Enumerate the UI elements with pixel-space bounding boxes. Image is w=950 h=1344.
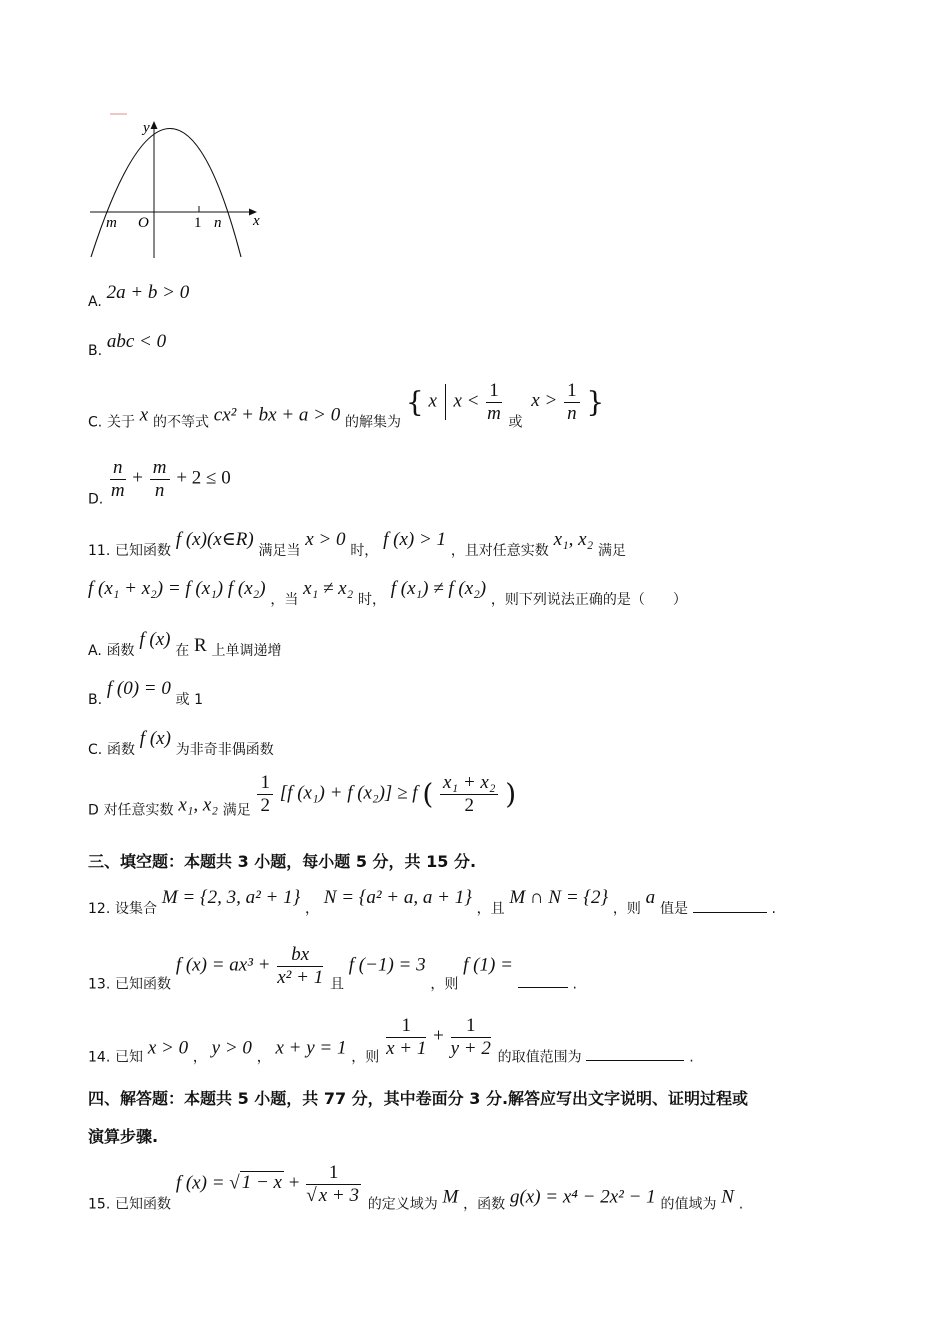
denominator: n — [567, 402, 577, 424]
text: 已知函数 — [115, 976, 172, 993]
math-expression: y > 0 — [211, 1037, 252, 1059]
comma: ， — [192, 1049, 207, 1066]
math-expression: f (x)(x∈R) — [175, 529, 254, 550]
fraction-m-over-n — [150, 457, 170, 502]
text: 满足 — [222, 802, 251, 819]
denominator: m — [487, 402, 501, 424]
math-expression: x₁, x₂ — [178, 794, 218, 816]
denominator: √ x + 3 — [306, 1184, 359, 1206]
q15 — [88, 1162, 743, 1211]
math-expression: [f (x₁) + f (x₂)] ≥ f — [279, 782, 418, 804]
math-var: x — [139, 404, 149, 426]
numerator: n — [110, 457, 126, 480]
section-4-heading-line2: 演算步骤. — [88, 1127, 159, 1146]
text: 函数 — [107, 742, 136, 758]
option-label: A. — [88, 643, 102, 659]
text: 时， — [357, 592, 386, 608]
text: ，则 — [351, 1049, 380, 1066]
q11-option-a — [88, 630, 282, 658]
right-brace: } — [586, 385, 605, 419]
sqrt-radicand: x + 3 — [318, 1184, 359, 1206]
label-n: n — [214, 215, 222, 231]
set-divider — [445, 384, 446, 420]
answer-blank[interactable] — [693, 900, 767, 913]
math-var: a — [645, 887, 656, 908]
set-var: x — [428, 390, 437, 412]
math-expression: f (−1) = 3 — [348, 954, 426, 976]
sqrt-radicand: 1 − x — [241, 1172, 282, 1194]
math-expression: x + y = 1 — [275, 1037, 347, 1059]
option-label: B. — [88, 692, 103, 708]
text: 函数 — [106, 643, 135, 659]
left-brace: { — [405, 385, 424, 419]
label-origin: O — [138, 215, 149, 231]
period: . — [689, 1049, 694, 1066]
y-axis-arrow — [151, 121, 158, 129]
math-expression: f (x) = ax³ + — [175, 954, 271, 976]
numerator: m — [150, 457, 170, 480]
text: 在 — [175, 643, 190, 659]
math-expression: N = {a² + a, a + 1} — [323, 887, 472, 908]
math-var: N — [721, 1186, 734, 1208]
option-label: C. — [88, 414, 103, 431]
denominator: n — [154, 479, 165, 501]
fraction-1-over-m — [486, 380, 502, 425]
option-label: A. — [88, 294, 102, 310]
q14 — [88, 1015, 694, 1064]
question-number: 11. — [88, 543, 111, 559]
answer-blank[interactable] — [518, 975, 568, 988]
math-expression: f (x) — [139, 629, 171, 650]
answer-blank[interactable] — [586, 1048, 684, 1061]
q11-stem-line1 — [88, 530, 626, 558]
label-m: m — [106, 215, 117, 231]
math-expression: cx² + bx + a > 0 — [213, 404, 341, 426]
denominator: m — [110, 479, 125, 501]
text: 的不等式 — [153, 414, 210, 431]
math-expression: + 2 ≤ 0 — [176, 467, 231, 489]
q13 — [88, 944, 577, 991]
plus: + — [132, 467, 144, 489]
math-expression: f (x) — [139, 728, 171, 749]
numerator: 1 — [257, 772, 273, 795]
numerator: x₁ + x₂ — [440, 772, 498, 795]
period: . — [572, 976, 577, 993]
text: 满足当 — [258, 543, 301, 559]
right-paren: ) — [505, 777, 517, 811]
plus: + — [433, 1025, 444, 1047]
numerator: 1 — [386, 1015, 426, 1038]
fraction-mean — [440, 772, 498, 817]
set-condition: x < — [453, 390, 480, 412]
option-label: D. — [88, 491, 104, 508]
parabola-curve — [91, 129, 241, 258]
math-expression: f (x) > 1 — [383, 529, 447, 550]
text: ，函数 — [463, 1196, 506, 1213]
y-axis-label: y — [143, 120, 150, 136]
q12 — [88, 888, 776, 916]
text: ， — [304, 901, 319, 917]
fraction-1-over-n — [564, 380, 580, 425]
section-4-heading-line1: 四、解答题：本题共 5 小题，共 77 分，其中卷面分 3 分.解答应写出文字说明、证明过程或 — [88, 1089, 749, 1108]
numerator: 1 — [306, 1162, 361, 1185]
math-expression: M ∩ N = {2} — [509, 887, 609, 908]
q10-option-a — [88, 283, 189, 309]
period: . — [771, 901, 776, 917]
text: 且 — [329, 976, 344, 993]
or-text: 或 — [508, 414, 523, 431]
question-number: 14. — [88, 1049, 111, 1066]
fraction-1-over-y-plus-2 — [451, 1015, 491, 1060]
text: 的解集为 — [345, 414, 402, 431]
plus: + — [288, 1172, 300, 1194]
q11-stem-line2 — [88, 579, 687, 607]
parabola-graph — [85, 110, 285, 260]
numerator: 1 — [486, 380, 502, 403]
q10-option-d — [88, 457, 231, 506]
denominator: 2 — [464, 794, 474, 816]
fraction-1-over-x-plus-1 — [386, 1015, 426, 1060]
math-R: R — [194, 635, 207, 656]
text: 的值域为 — [660, 1196, 717, 1213]
math-expression: f (x₁ + x₂) = f (x₁) f (x₂) — [88, 578, 266, 599]
text: 值是 — [659, 901, 688, 917]
fraction-bx — [277, 944, 323, 989]
option-label: C. — [88, 742, 103, 758]
text: 上单调递增 — [211, 643, 282, 659]
q11-option-b — [88, 679, 203, 707]
text: 时， — [350, 543, 379, 559]
question-number: 15. — [88, 1196, 111, 1213]
math-expression: f (1) = — [463, 954, 513, 976]
period: . — [738, 1196, 744, 1213]
text: 已知 — [115, 1049, 144, 1066]
text: 已知函数 — [115, 1196, 172, 1213]
text: ，则 — [612, 901, 641, 917]
denominator: 2 — [260, 794, 270, 816]
math-expression: f (x₁) ≠ f (x₂) — [390, 578, 487, 599]
q10-option-b — [88, 332, 166, 358]
option-label: D — [88, 802, 99, 819]
q11-option-c — [88, 729, 274, 757]
numerator: 1 — [564, 380, 580, 403]
fraction-half — [257, 772, 273, 817]
q10-option-c — [88, 380, 604, 429]
math-expression: abc < 0 — [106, 331, 167, 352]
math-expression: x₁, x₂ — [553, 529, 594, 550]
comma: ， — [256, 1049, 271, 1066]
question-number: 12. — [88, 901, 111, 917]
text: 设集合 — [115, 901, 158, 917]
fraction-n-over-m — [110, 457, 126, 502]
text: 关于 — [107, 414, 136, 431]
fraction-1-over-sqrt — [306, 1162, 361, 1207]
numerator: 1 — [451, 1015, 491, 1038]
math-expression: f (0) = 0 — [106, 678, 171, 699]
text: 满足 — [597, 543, 626, 559]
section-3-heading: 三、填空题：本题共 3 小题，每小题 5 分，共 15 分. — [88, 852, 477, 871]
denominator: y + 2 — [450, 1037, 491, 1059]
option-label: B. — [88, 343, 103, 359]
math-var: M — [442, 1186, 459, 1208]
text: ，且对任意实数 — [450, 543, 549, 559]
math-expression: 2a + b > 0 — [106, 282, 190, 303]
math-expression: x₁ ≠ x₂ — [303, 578, 354, 599]
text: ，且 — [476, 901, 505, 917]
denominator: x + 1 — [386, 1037, 427, 1059]
text: 或 1 — [175, 692, 203, 708]
text: 为非奇非偶函数 — [175, 742, 274, 758]
set-condition: x > — [531, 390, 558, 412]
text: ，则下列说法正确的是（ ） — [490, 592, 687, 608]
math-expression: M = {2, 3, a² + 1} — [161, 887, 301, 908]
numerator: bx — [277, 944, 323, 967]
math-expression: f (x) = — [175, 1172, 225, 1194]
text: ，当 — [270, 592, 299, 608]
math-expression: x > 0 — [305, 529, 346, 550]
label-one: 1 — [194, 215, 202, 231]
math-expression: x > 0 — [147, 1037, 189, 1059]
left-paren: ( — [422, 777, 434, 811]
sqrt-sign: √ — [229, 1172, 240, 1194]
text: 已知函数 — [115, 543, 172, 559]
text: 对任意实数 — [103, 802, 174, 819]
denominator: x² + 1 — [277, 966, 324, 988]
question-number: 13. — [88, 976, 111, 993]
text: 的取值范围为 — [497, 1049, 582, 1066]
text: 的定义域为 — [367, 1196, 438, 1213]
math-expression: g(x) = x⁴ − 2x² − 1 — [509, 1186, 656, 1208]
x-axis-label: x — [253, 213, 260, 229]
q11-option-d — [88, 772, 516, 817]
text: ，则 — [430, 976, 459, 993]
